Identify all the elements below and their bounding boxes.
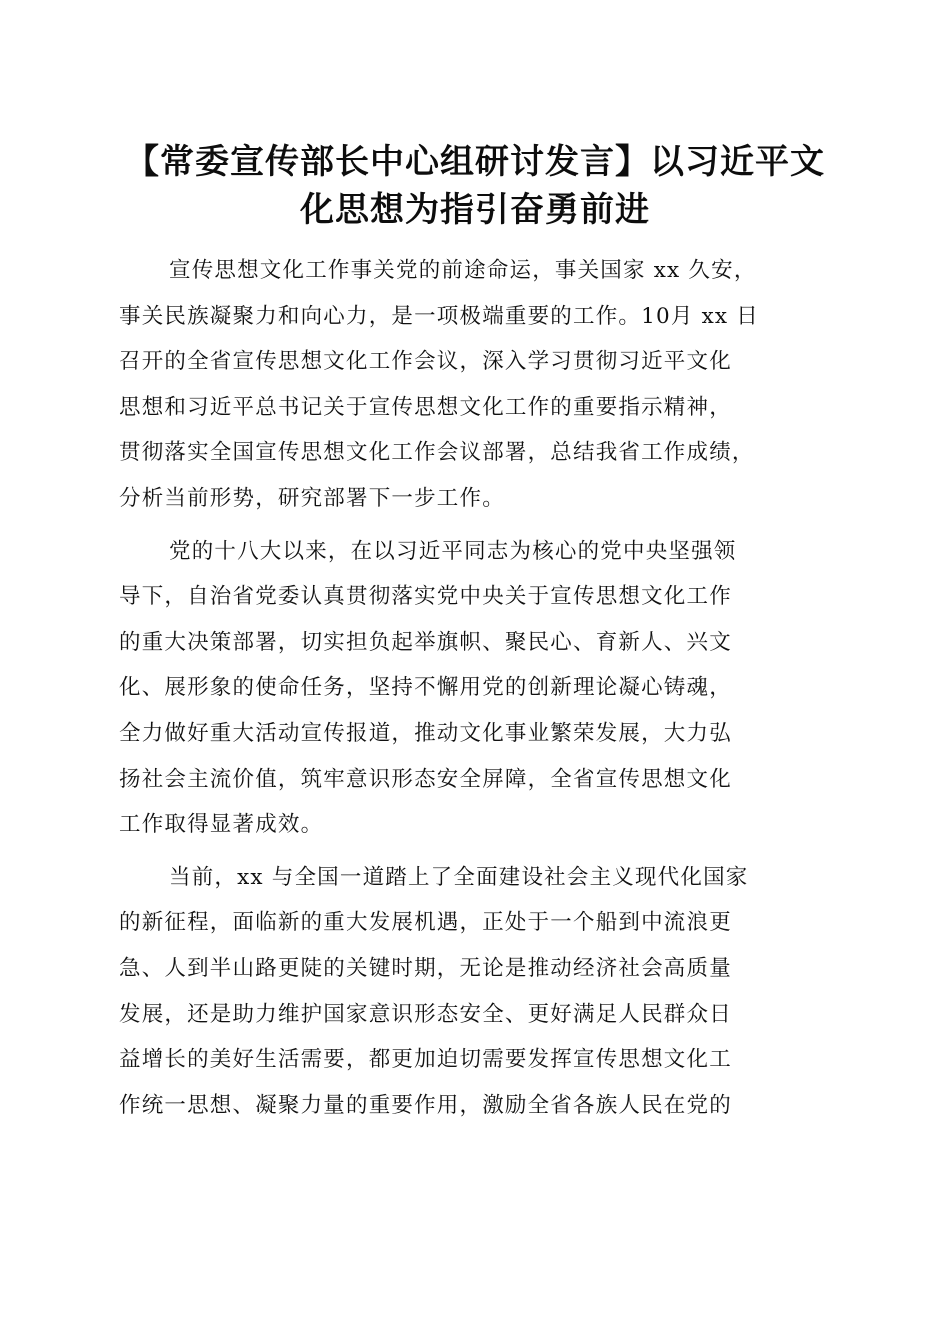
text-line: 作统一思想、凝聚力量的重要作用，激励全省各族人民在党的: [119, 1092, 732, 1118]
text-line: 当前，xx 与全国一道踏上了全面建设社会主义现代化国家: [169, 864, 749, 890]
text-line: 急、人到半山路更陡的关键时期，无论是推动经济社会高质量: [119, 955, 732, 981]
paragraph-3: [119, 855, 829, 1129]
text-line: 扬社会主流价值，筑牢意识形态安全屏障，全省宣传思想文化: [119, 766, 732, 792]
text-line: 宣传思想文化工作事关党的前途命运，事关国家 xx 久安，: [169, 258, 757, 283]
text-line: 党的十八大以来，在以习近平同志为核心的党中央坚强领: [169, 538, 737, 564]
text-line: 发展，还是助力维护国家意识形态安全、更好满足人民群众日: [119, 1001, 732, 1027]
text-line: 益增长的美好生活需要，都更加迫切需要发挥宣传思想文化工: [119, 1047, 732, 1073]
title-line-2: 化思想为指引奋勇前进: [300, 190, 650, 230]
text-line: 的新征程，面临新的重大发展机遇，正处于一个船到中流浪更: [119, 910, 732, 936]
document-body: [119, 248, 829, 1135]
text-line: 召开的全省宣传思想文化工作会议，深入学习贯彻习近平文化: [119, 349, 732, 375]
text-line: 导下，自治省党委认真贯彻落实党中央关于宣传思想文化工作: [119, 584, 732, 610]
text-line: 思想和习近平总书记关于宣传思想文化工作的重要指示精神，: [119, 394, 732, 420]
text-line: 分析当前形势，研究部署下一步工作。: [119, 485, 505, 511]
paragraph-2: [119, 529, 829, 848]
text-line: 化、展形象的使命任务，坚持不懈用党的创新理论凝心铸魂，: [119, 675, 732, 701]
title-line-1: 【常委宣传部长中心组研讨发言】以习近平文: [125, 142, 825, 182]
text-line: 全力做好重大活动宣传报道，推动文化事业繁荣发展，大力弘: [119, 720, 732, 746]
document-title: [100, 138, 850, 234]
text-line: 事关民族凝聚力和向心力，是一项极端重要的工作。10月 xx 日: [119, 303, 759, 329]
paragraph-1: [119, 248, 829, 522]
text-line: 贯彻落实全国宣传思想文化工作会议部署，总结我省工作成绩，: [119, 440, 755, 466]
text-line: 工作取得显著成效。: [119, 812, 324, 838]
text-line: 的重大决策部署，切实担负起举旗帜、聚民心、育新人、兴文: [119, 629, 732, 655]
